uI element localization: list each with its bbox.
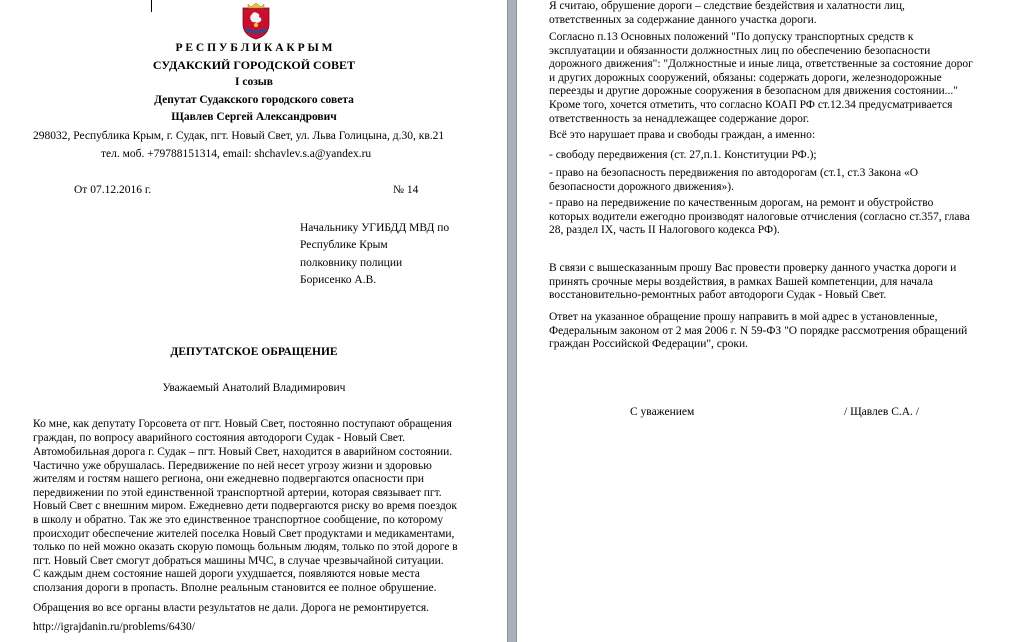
- header-address: 298032, Республика Крым, г. Судак, пгт. Новый Свет, ул. Льва Голицына, д.30, кв.21: [33, 130, 445, 142]
- text-cursor: [151, 0, 152, 12]
- closing: С уважением: [630, 406, 695, 418]
- document-page-left: [0, 0, 508, 642]
- body-paragraph-1: Ко мне, как депутату Горсовета от пгт. Новый Свет, постоянно поступают обращения граждан, по вопросу аварийного состояния автодороги Судак - Новый Свет.: [33, 418, 452, 444]
- right-paragraph-4: - свободу передвижения (ст. 27,п.1. Конституции РФ.);: [549, 149, 817, 161]
- number-line: № 14: [393, 184, 419, 196]
- header-council: СУДАКСКИЙ ГОРОДСКОЙ СОВЕТ: [152, 58, 356, 72]
- recipient-line-3: полковнику полиции: [300, 257, 403, 269]
- right-paragraph-8: Ответ на указанное обращение прошу направить в мой адрес в установленные, Федеральным законом от 2 мая 2006 г. N 59-ФЗ "О порядке рассмотрения обращений граждан Российской Федерации", сроки.: [549, 311, 968, 351]
- right-paragraph-3: Всё это нарушает права и свободы граждан, а именно:: [549, 129, 816, 141]
- right-paragraph-1: Я считаю, обрушение дороги – следствие бездействия и халатности лиц, ответственных за содержание данного участка дороги.: [549, 0, 905, 26]
- recipient-line-1: Начальнику УГИБДД МВД по: [300, 222, 450, 234]
- document-page-right: [516, 0, 1024, 642]
- date-line: От 07.12.2016 г.: [74, 184, 152, 196]
- body-paragraph-3: Обращения во все органы власти результатов не дали. Дорога не ремонтируется.: [33, 602, 430, 614]
- header-contacts: тел. моб. +79788151314, email: shchavlev.s.a@yandex.ru: [101, 148, 372, 160]
- right-paragraph-7: В связи с вышесказанным прошу Вас провести проверку данного участка дороги и принять срочные меры воздействия, в рамках Вашей компетенции, для начала восстановительно-ремонтных работ автодороги Судак - Новый Свет.: [549, 262, 957, 302]
- right-paragraph-2: Согласно п.13 Основных положений "По допуску транспортных средств к эксплуатации и обязанности должностных лиц по обеспечению безопасности дорожного движения": "Должностные и иные лица, ответственные за состояние дорог и других дорожных сооружений, обязаны: содержать дороги, железнодорожные переезды и другие дорожные сооружения в безопасном для движения состоянии..." Кроме того, хочется отметить, что согласно КОАП РФ ст.12.34 предусматривается ответственность за ненадлежащее содержание дорог.: [549, 31, 973, 125]
- right-paragraph-5: - право на безопасность передвижения по автодорогам (ст.1, ст.3 Закона «О безопасности дорожного движения»).: [549, 167, 918, 193]
- header-deputy-title: Депутат Судакского городского совета: [154, 94, 354, 106]
- header-republic: Р Е С П У Б Л И К А К Р Ы М: [175, 42, 333, 54]
- header-deputy-name: Щавлев Сергей Александрович: [171, 111, 337, 123]
- header-convocation: I созыв: [234, 76, 273, 88]
- recipient-line-4: Борисенко А.В.: [300, 274, 377, 286]
- source-link[interactable]: http://igrajdanin.ru/problems/6430/: [33, 621, 195, 633]
- crimea-coat-of-arms-icon: [240, 2, 272, 40]
- right-paragraph-6: - право на передвижение по качественным дорогам, на ремонт и обустройство которых водители ежегодно производят налоговые отчисления (согласно ст.357, глава 28, раздел IX, часть II Налогового кодекса РФ).: [549, 197, 970, 237]
- salutation: Уважаемый Анатолий Владимирович: [162, 382, 346, 394]
- document-title: ДЕПУТАТСКОЕ ОБРАЩЕНИЕ: [170, 346, 338, 358]
- signature: / Щавлев С.А. /: [844, 406, 919, 418]
- recipient-line-2: Республике Крым: [300, 239, 388, 251]
- body-paragraph-2: Автомобильная дорога г. Судак – пгт. Новый Свет, находится в аварийном состоянии. Частично уже обрушалась. Передвижение по ней несет угрозу жизни и здоровью жителям и гостям нашего региона, они ежедневно подвергаются опасности при передвижении по этой единственной транспортной артерии, которая связывает пгт. Новый Свет с внешним миром. Ежедневно дети подвергаются риску во время поездок в школу и обратно. Так же это единственное транспортное сообщение, по которому происходит обеспечение жителей поселка Новый Свет продуктами и медикаментами, только по ней можно оказать скорую помощь больным людям, только по этой дороге в пгт. Новый Свет смогут добраться машины МЧС, в случае чрезвычайной ситуации. С каждым днем состояние нашей дороги ухудшается, появляются новые места сползания дороги в пропасть. Вполне реальным становится ее полное обрушение.: [33, 446, 458, 594]
